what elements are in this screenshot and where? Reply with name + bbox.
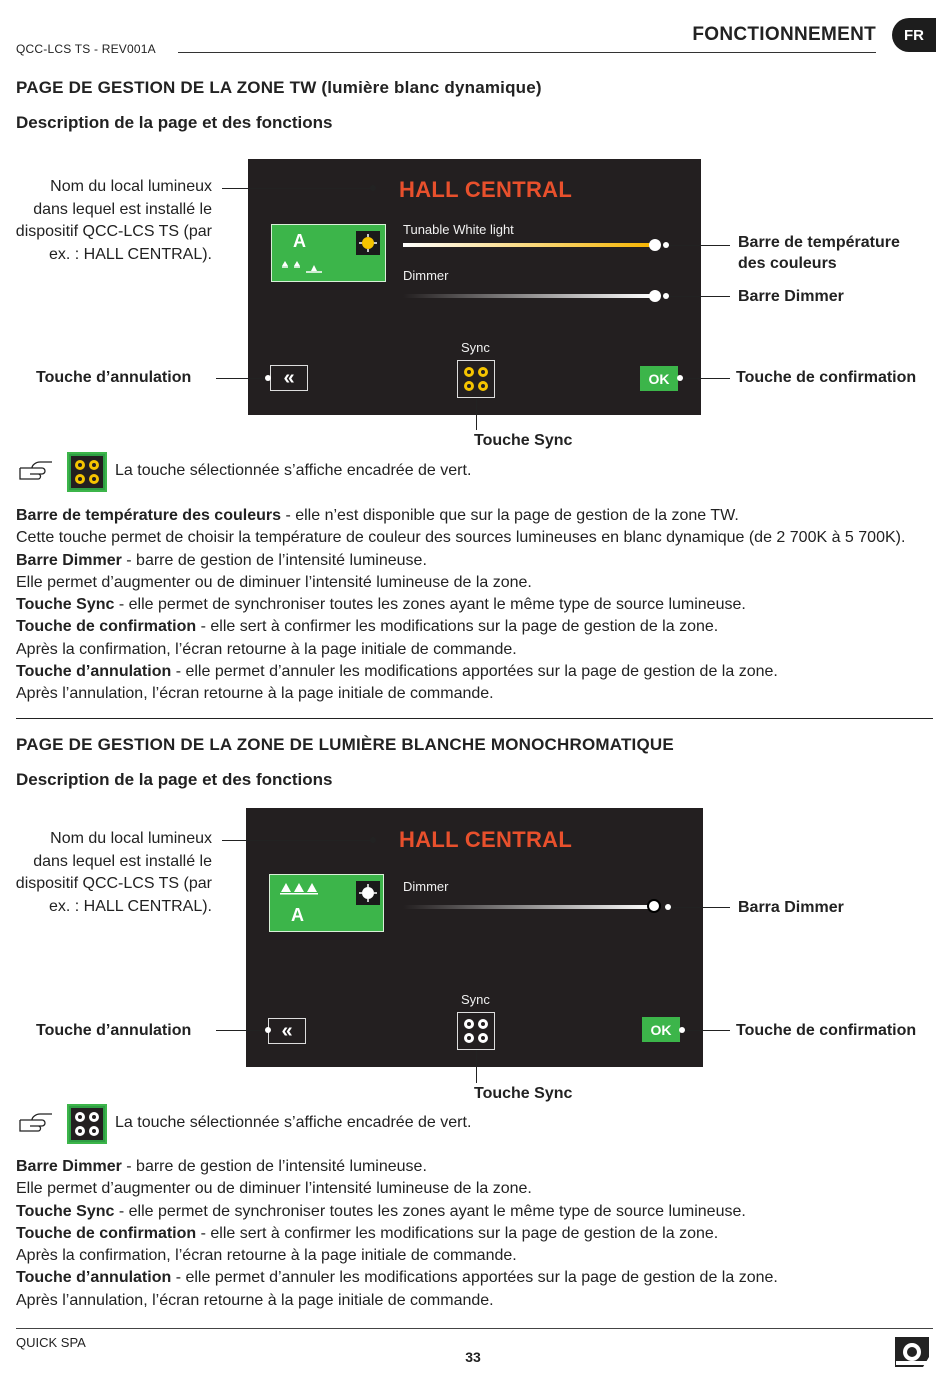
connector-room-name	[222, 840, 372, 841]
connector-cancel	[216, 1030, 268, 1031]
callout-line: Barre de température	[738, 234, 900, 251]
description-line: Touche Sync - elle permet de synchroniser toutes les zones ayant le même type de source lumineuse.	[16, 596, 746, 614]
description-line: Cette touche permet de choisir la température de couleur des sources lumineuses en blanc dynamique (de 2 700K à 5 700K).	[16, 529, 906, 547]
description-line: Touche de confirmation - elle sert à confirmer les modifications sur la page de gestion de la zone.	[16, 1224, 719, 1242]
mono-description	[16, 1156, 941, 1312]
quick-logo	[892, 1334, 932, 1370]
connector-dot	[265, 1027, 271, 1033]
bulb-icon	[356, 231, 380, 255]
mono-section-title: PAGE DE GESTION DE LA ZONE DE LUMIÈRE BLANCHE MONOCHROMATIQUE	[16, 735, 674, 754]
tunable-white-icon	[280, 259, 326, 275]
zone-tile-letter: A	[291, 905, 304, 925]
sync-label: Sync	[461, 340, 490, 355]
callout-line: Nom du local lumineux	[50, 178, 212, 195]
dimmer-handle[interactable]	[649, 290, 661, 302]
confirm-callout: Touche de confirmation	[736, 1022, 917, 1039]
mono-section-subtitle: Description de la page et des fonctions	[16, 770, 333, 789]
dimmer-bar-callout: Barra Dimmer	[738, 899, 844, 916]
callout-line: dispositif QCC-LCS TS (par	[15, 223, 212, 240]
company-name: QUICK SPA	[16, 1335, 86, 1350]
mono-note: La touche sélectionnée s’affiche encadrée de vert.	[115, 1114, 472, 1131]
sync-icon	[458, 361, 494, 397]
description-line: Touche de confirmation - elle sert à confirmer les modifications sur la page de gestion de la zone.	[16, 618, 719, 636]
zone-tile[interactable]	[271, 224, 386, 282]
connector-dot	[663, 293, 669, 299]
connector-confirm	[680, 378, 730, 379]
description-line: Après la confirmation, l’écran retourne à la page initiale de commande.	[16, 1247, 517, 1265]
mono-device-screen	[246, 808, 703, 1067]
description-line: Touche d’annulation - elle permet d’annuler les modifications apportées sur la page de gestion de la zone.	[16, 1269, 778, 1287]
footer-rule	[16, 1328, 933, 1329]
connector-temp-bar	[666, 245, 730, 246]
pointing-hand-icon	[18, 460, 56, 482]
callout-line: ex. : HALL CENTRAL).	[48, 897, 212, 915]
zone-tile-letter: A	[293, 231, 306, 251]
connector-dimmer	[668, 907, 730, 908]
dimmer-bar[interactable]	[403, 905, 653, 909]
description-line: Barre de température des couleurs - elle n’est disponible que sur la page de gestion de la zone TW.	[16, 507, 739, 524]
connector-dimmer	[666, 296, 730, 297]
tw-section-subtitle: Description de la page et des fonctions	[16, 113, 333, 132]
cancel-button[interactable]: «	[268, 1018, 306, 1044]
sync-callout: Touche Sync	[474, 1085, 573, 1102]
description-line: Touche d’annulation - elle permet d’annuler les modifications apportées sur la page de gestion de la zone.	[16, 663, 778, 681]
dimmer-handle[interactable]	[647, 899, 661, 913]
sync-label: Sync	[461, 992, 490, 1007]
cancel-callout: Touche d’annulation	[36, 369, 192, 386]
connector-dot	[677, 375, 683, 381]
connector-dot	[665, 904, 671, 910]
sync-icon	[69, 454, 105, 490]
connector-dot	[265, 375, 271, 381]
callout-line: dans lequel est installé le	[33, 852, 212, 870]
callout-line: ex. : HALL CENTRAL).	[48, 245, 212, 263]
confirm-callout: Touche de confirmation	[736, 369, 917, 386]
header-rule	[178, 52, 876, 53]
sync-button[interactable]	[457, 1012, 495, 1050]
tw-description	[16, 505, 941, 706]
section-header: FONCTIONNEMENT	[692, 24, 876, 45]
selected-sync-icon	[67, 452, 107, 492]
callout-line: dans lequel est installé le	[33, 200, 212, 218]
description-line: Touche Sync - elle permet de synchroniser toutes les zones ayant le même type de source lumineuse.	[16, 1202, 746, 1220]
description-line: Elle permet d’augmenter ou de diminuer l’intensité lumineuse de la zone.	[16, 1180, 532, 1198]
cancel-callout: Touche d’annulation	[36, 1022, 192, 1039]
callout-line: dispositif QCC-LCS TS (par	[15, 875, 212, 892]
description-line: Après la confirmation, l’écran retourne à la page initiale de commande.	[16, 640, 517, 658]
description-line: Barre Dimmer - barre de gestion de l’intensité lumineuse.	[16, 1158, 427, 1175]
connector-room-name	[222, 188, 372, 189]
ok-button[interactable]: OK	[640, 366, 678, 391]
language-badge: FR	[892, 18, 936, 52]
section-divider	[16, 718, 933, 719]
ok-button[interactable]: OK	[642, 1017, 680, 1042]
connector-cancel	[216, 378, 268, 379]
monochrome-light-icon	[280, 883, 318, 895]
tw-note: La touche sélectionnée s’affiche encadrée de vert.	[115, 462, 472, 479]
slider-label-tunable-white: Tunable White light	[403, 222, 514, 237]
zone-name: HALL CENTRAL	[399, 827, 573, 852]
description-line: Barre Dimmer - barre de gestion de l’intensité lumineuse.	[16, 551, 427, 569]
selected-sync-icon	[67, 1104, 107, 1144]
connector-dot	[370, 837, 376, 843]
sync-button[interactable]	[457, 360, 495, 398]
connector-confirm	[682, 1030, 730, 1031]
connector-sync	[476, 1050, 477, 1083]
document-code: QCC-LCS TS - REV001A	[16, 42, 156, 56]
callout-line: Nom du local lumineux	[50, 830, 212, 847]
dimmer-bar-callout: Barre Dimmer	[738, 288, 844, 305]
cancel-button[interactable]: «	[270, 365, 308, 391]
connector-dot	[370, 185, 376, 191]
tw-device-screen	[248, 159, 701, 415]
color-temperature-bar[interactable]	[403, 243, 653, 247]
connector-dot	[663, 242, 669, 248]
connector-sync	[476, 398, 477, 430]
callout-line: des couleurs	[738, 255, 837, 272]
sync-icon	[458, 1013, 494, 1049]
color-temperature-handle[interactable]	[649, 239, 661, 251]
slider-label-dimmer: Dimmer	[403, 268, 449, 283]
slider-label-dimmer: Dimmer	[403, 879, 449, 894]
sync-callout: Touche Sync	[474, 432, 573, 449]
bulb-icon	[356, 881, 380, 905]
zone-name: HALL CENTRAL	[399, 177, 573, 202]
connector-dot	[679, 1027, 685, 1033]
tw-room-name-callout	[10, 176, 212, 266]
tw-section-title: PAGE DE GESTION DE LA ZONE TW (lumière blanc dynamique)	[16, 78, 542, 97]
description-line: Après l’annulation, l’écran retourne à la page initiale de commande.	[16, 685, 494, 703]
zone-tile[interactable]	[269, 874, 384, 932]
mono-room-name-callout	[10, 828, 212, 918]
temp-bar-callout	[738, 232, 900, 274]
page-number: 33	[465, 1349, 481, 1365]
pointing-hand-icon	[18, 1112, 56, 1134]
description-line: Elle permet d’augmenter ou de diminuer l’intensité lumineuse de la zone.	[16, 573, 532, 591]
description-line: Après l’annulation, l’écran retourne à la page initiale de commande.	[16, 1291, 494, 1309]
sync-icon	[69, 1106, 105, 1142]
dimmer-bar[interactable]	[403, 294, 653, 298]
